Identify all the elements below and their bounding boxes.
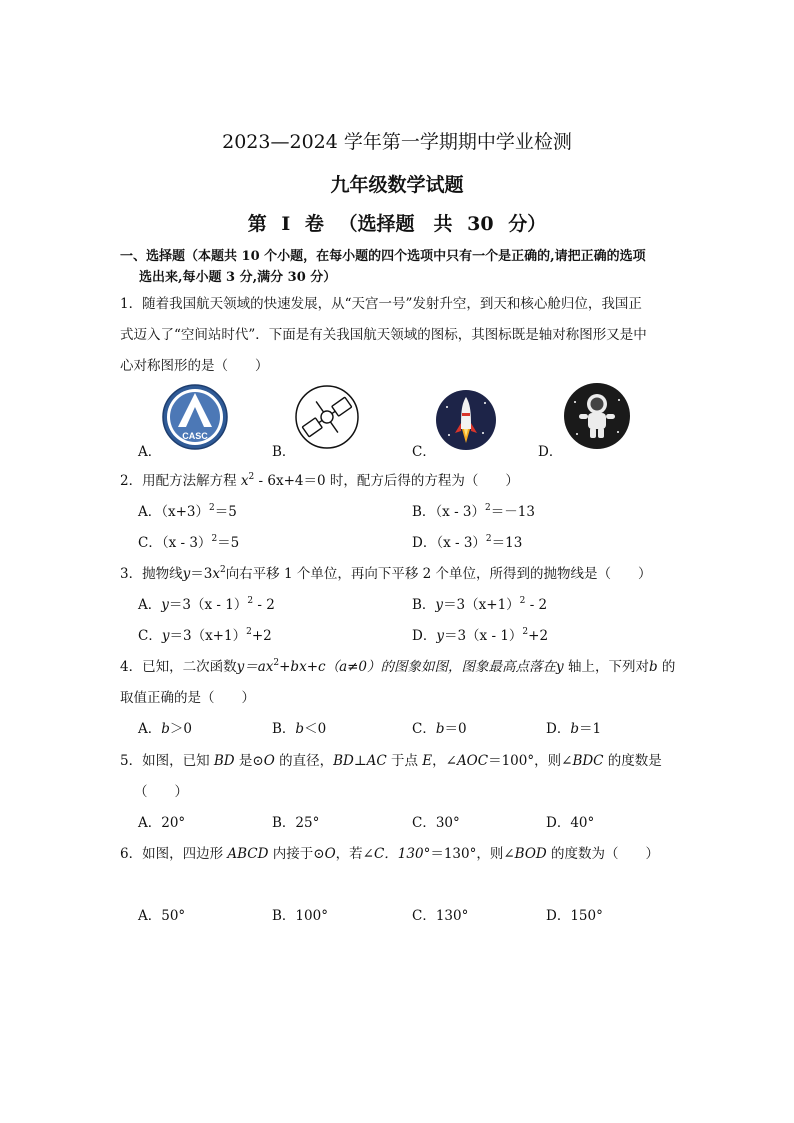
q2-option-b: B．（x - 3）$^2$＝－13 xyxy=(412,503,535,520)
q5-option-a: A．20° xyxy=(138,815,186,831)
q1-option-d: D． xyxy=(538,444,563,460)
q3-option-c: C．$y=3(x+1)^2+2$ xyxy=(138,627,272,644)
q5-option-c: C．30° xyxy=(412,815,460,831)
astronaut-badge-icon xyxy=(563,382,631,450)
q2-option-c: C．（x - 3）$^2$＝5 xyxy=(138,534,240,551)
q1-option-c: C． xyxy=(412,444,436,460)
q1-option-a: A． xyxy=(138,444,162,460)
q4-option-a: A．b＞0 xyxy=(138,721,192,737)
q3-option-a: A．y＝3（x - 1）$^2$ - 2 xyxy=(138,596,275,613)
q5-stem-line2: （ ） xyxy=(134,784,188,800)
q6-option-a: A．50° xyxy=(138,908,186,924)
section-heading-line2: 选出来,每小题 3 分,满分 30 分） xyxy=(139,270,337,285)
q4-option-d: D．b＝1 xyxy=(546,721,602,737)
q4-stem-line1: 4．已知，二次函数$y=ax^2+bx+c(a\ne 0)$的图象如图，图象最高点落在y 轴上，下列对b 的 xyxy=(120,658,676,675)
q3-option-d: D．y＝3（x - 1）$^2$+2 xyxy=(412,627,549,644)
q1-line1: 1．随着我国航天领域的快速发展，从“天宫一号”发射升空，到天和核心舱归位，我国正 xyxy=(120,296,642,312)
section-heading-line1: 一、选择题（本题共 10 个小题，在每小题的四个选项中只有一个是正确的,请把正确的选项 xyxy=(120,249,646,264)
q3-option-b: B．$y=3(x+1)^2 - 2$ xyxy=(412,596,548,613)
q4-stem-line2: 取值正确的是（ ） xyxy=(120,690,255,706)
q4-option-b: B．b＜0 xyxy=(272,721,327,737)
q6-option-d: D．150° xyxy=(546,908,603,924)
q3-stem: 3．抛物线$y=3x^2$向右平移 1 个单位，再向下平移 2 个单位，所得到的抛物线是（ ） xyxy=(120,565,652,582)
q1-line2: 式迈入了“空间站时代”．下面是有关我国航天领域的图标，其图标既是轴对称图形又是中 xyxy=(120,327,647,343)
q4-option-c: C．b＝0 xyxy=(412,721,467,737)
q5-stem-line1: 5．如图，已知 BD 是⊙O 的直径，BD⊥AC 于点 E，∠AOC＝100°，则∠BDC 的度数是 xyxy=(120,753,662,769)
q1-line3: 心对称图形的是（ ） xyxy=(120,358,269,374)
satellite-symbol-icon xyxy=(294,384,360,450)
q2-stem: 2．用配方法解方程 $x^2 - 6x+4=0$ 时，配方后得的方程为（ ） xyxy=(120,472,519,489)
q2-option-a: A．$(x+3)^2=5$ xyxy=(138,503,237,520)
exam-subtitle: 九年级数学试题 xyxy=(330,174,464,196)
q5-option-d: D．40° xyxy=(546,815,595,831)
q5-option-b: B．25° xyxy=(272,815,320,831)
exam-title: 2023—2024 学年第一学期期中学业检测 xyxy=(222,131,572,153)
q2-option-d: D．（x - 3）$^2$＝13 xyxy=(412,534,523,551)
rocket-badge-icon xyxy=(435,389,497,451)
q1-option-b: B． xyxy=(272,444,296,460)
volume-heading: 第 I 卷 （选择题 共 30 分） xyxy=(247,213,547,235)
casc-logo-text: CASC xyxy=(182,431,208,441)
q6-option-b: B．100° xyxy=(272,908,328,924)
casc-logo-icon xyxy=(160,383,230,451)
q6-option-c: C．130° xyxy=(412,908,469,924)
q6-stem: 6．如图，四边形 ABCD 内接于⊙O，若∠C．130°＝130°，则∠BOD 的度数为（ ） xyxy=(120,846,660,862)
